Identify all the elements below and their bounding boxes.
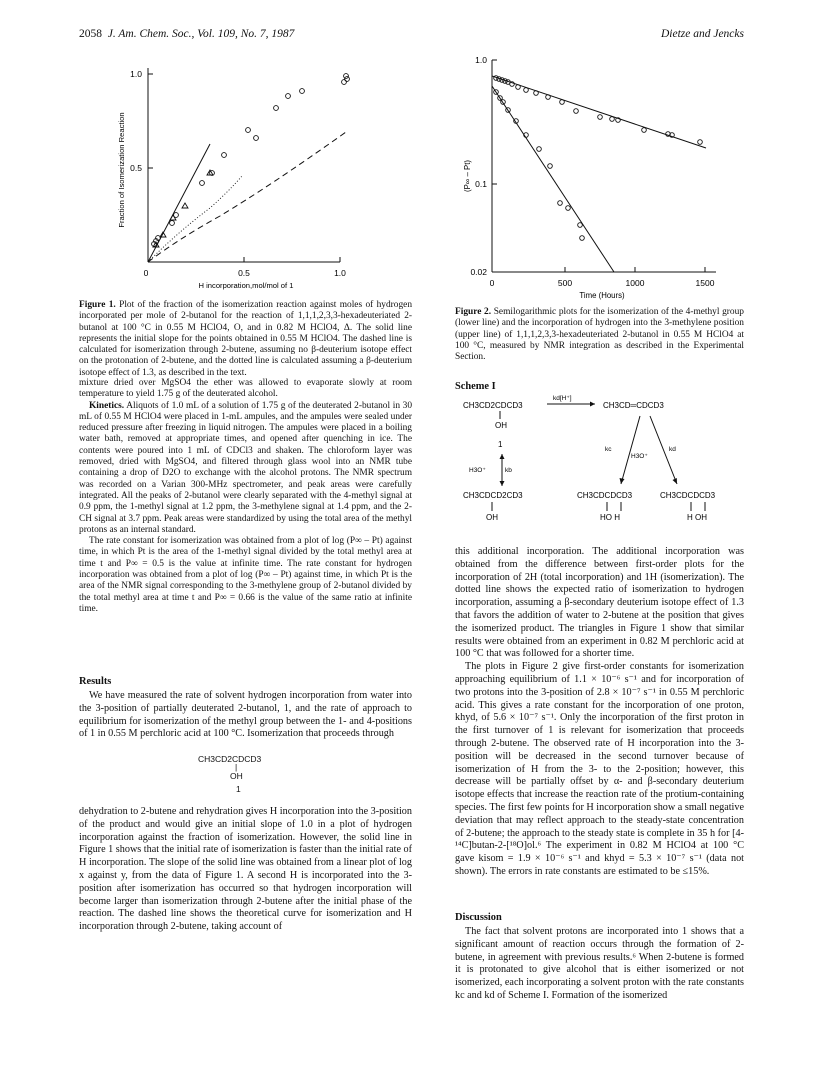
y-tick-01: 0.1	[475, 179, 487, 189]
structure-1-formula: CH3CD2CDCD3	[198, 754, 262, 764]
x-tick-05: 0.5	[238, 268, 250, 278]
paragraph: mixture dried over MgSO4 the ether was allowed to evaporate slowly at room temperature to yield 1.75 g of the deuterated alcohol.	[79, 378, 412, 400]
y-tick-05: 0.5	[130, 163, 142, 173]
circle-points	[152, 74, 350, 247]
scheme-product-mid-sub: HO H	[600, 513, 620, 522]
discussion-paragraph	[455, 926, 744, 1003]
scheme-product-left-oh: OH	[486, 513, 498, 522]
structure-1-oh: OH	[230, 771, 243, 781]
paragraph: The rate constant for isomerization was obtained from a plot of log (P∞ – Pt) against time, in which Pt is the area of the 1-methyl signal divided by the total methyl area at time t and P∞ = 0.5 is the value at infinite time. The rate constant for hydrogen incorporation was obtained from a plot of log (P∞ – Pt) against time, in which Pt is the area of the NMR signal corresponding to the 3-methylene group of 2-butanol divided by the total methyl area at time t and P∞ = 0.66 is the value of the same ratio at infinite time.	[79, 536, 412, 614]
results-paragraph	[79, 690, 412, 741]
page-number: 2058	[79, 28, 102, 40]
lower-series-points	[494, 90, 585, 241]
journal-citation: J. Am. Chem. Soc., Vol. 109, No. 7, 1987	[107, 28, 295, 40]
scheme-product-left: CH3CDCD2CD3	[463, 491, 523, 500]
figure2-y-label: (P∞ – Pt)	[463, 160, 472, 192]
paragraph: this additional incorporation. The additional incorporation was obtained from the difference between first-order plots for the incorporation of 2H (total incorporation) and 1H (isomerization). The dotted line shows the expected ratio of isomerization to hydrogen incorporation, assuming a β-secondary deuterium isotope effect of 1.3 that favors the addition of water to 2-butene at the position that gives the isomerized product. The triangles in Figure 1 show that similar results were obtained from an experiment in 0.82 M perchloric acid at 100 °C that was followed for a shorter time.	[455, 546, 744, 660]
scheme-product-mid: CH3CDCDCD3	[577, 491, 633, 500]
discussion-heading: Discussion	[455, 912, 502, 923]
scheme-oh: OH	[495, 421, 507, 430]
paragraph: We have measured the rate of solvent hydrogen incorporation from water into the 3-position of partially deuterated 2-butanol, 1, and the rate of approach to equilibrium for isomerization of the methyl group between the 1- and 4-positions of 1 in 0.55 M perchloric acid at 100 °C. Isomerization that proceeds through	[79, 690, 412, 740]
scheme-num: 1	[498, 440, 503, 449]
structure-1: CH3CD2CDCD3 | OH 1	[198, 754, 262, 794]
figure-2-label: Figure 2.	[455, 307, 492, 317]
scheme-product-right-sub: H OH	[687, 513, 707, 522]
scheme-kc: kc	[605, 446, 612, 453]
scheme-h3o-right: H3O⁺	[631, 453, 648, 460]
figure-1-caption	[79, 300, 412, 379]
structure-1-number: 1	[236, 784, 241, 794]
left-column	[79, 378, 412, 615]
figure-2-plot	[440, 48, 740, 306]
scheme-1	[455, 394, 745, 534]
upper-series-points	[494, 76, 703, 145]
results-heading: Results	[79, 676, 112, 687]
scheme-product-right: CH3CDCDCD3	[660, 491, 716, 500]
scheme-arrow-label: kd[H⁺]	[553, 395, 572, 402]
scheme-kb: kb	[505, 467, 512, 474]
x-tick-1500: 1500	[695, 278, 715, 288]
scheme-h3o-left: H3O⁺	[469, 467, 486, 474]
kinetics-heading: Kinetics.	[89, 400, 125, 411]
y-tick-1: 1.0	[130, 69, 142, 79]
scheme-kd: kd	[669, 446, 676, 453]
kinetics-text: Aliquots of 1.0 mL of a solution of 1.75 g of the deuterated 2-butanol in 30 mL of 0.55 M HClO4 were placed in 1-mL ampules, and the ampules were sealed under reduced pressure after freezing in liquid nitrogen. The ampules were placed in a boiling water bath, removed at appropriate times, and opened after quenching in ice. The contents were poured into 1 mL of CDCl3 and shaken. The chloroform layer was removed, dried with MgSO4, and filtered through glass wool into an NMR tube containing a drop of D2O to exchange with the alcohol protons. The NMR spectrum was recorded on a Varian 300-MHz spectrometer, and peak areas were carefully integrated. All the peaks of 2-butanol were clearly separated with the 4-methyl signal at 0.9 ppm, the 1-methyl signal at 1.2 ppm, the 3-methylene signal at 1.4 ppm, and the 2-CH signal at 3.7 ppm. Peak areas were standardized by using the total area of the methyl protons as an internal standard.	[79, 400, 413, 535]
figure2-x-label: Time (Hours)	[579, 291, 625, 300]
scheme-alkene: CH3CD═CDCD3	[603, 401, 664, 410]
figure-1-caption-text: Plot of the fraction of the isomerization reaction against moles of hydrogen incorporated per mole of 2-butanol for the reaction of 1,1,1,2,3,3-hexadeuteriated 2-butanol at 100 °C in 0.55 M HClO4, O, and in 0.82 M HClO4, Δ. The solid line represents the initial slope for the points obtained in 0.55 M HClO4. The dashed line is calculated for isomerization through 2-butene, assuming no β-deuterium isotope effect on the protonation of 2-butene, and the dotted line is calculated assuming a β-deuterium isotope effect of 1.3, as described in the text.	[79, 300, 413, 378]
paragraph: The fact that solvent protons are incorporated into 1 shows that a significant amount of reaction occurs through the formation of 2-butene, in agreement with previous results.⁶ When 2-butene is formed it is protonated to give alcohol that is either isomerized or not isomerized, each incorporating a solvent proton with the rate constants kc and kd of Scheme I. Formation of the isomerized	[455, 926, 744, 1001]
y-tick-1: 1.0	[475, 55, 487, 65]
authors: Dietze and Jencks	[660, 28, 744, 40]
y-tick-0: 0	[143, 268, 149, 278]
x-tick-1: 1.0	[334, 268, 346, 278]
figure1-y-label: Fraction of Isomerization Reaction	[117, 112, 126, 228]
y-tick-002: 0.02	[470, 267, 487, 277]
figure-2-caption-text: Semilogarithmic plots for the isomerization of the 4-methyl group (lower line) and the incorporation of hydrogen into the 3-methylene position (upper line) of 1,1,1,2,3,3-hexadeuteriated 2-butanol in 0.55 M HClO4 at 100 °C, measured by NMR integration as described in the Experimental Section.	[455, 307, 744, 363]
paragraph: dehydration to 2-butene and rehydration gives H incorporation into the 3-position of the product and would give an initial slope of 1.0 in a plot of hydrogen incorporation against the fraction of isomerization. However, the solid line in Figure 1 shows that the initial rate of isomerization is faster than the initial rate of H incorporation. The slope of the solid line was obtained from a linear plot of log x against y, from the data of Figure 1. A second H is incorporated into the 3-position after isomerization has occurred so that hydrogen incorporation will become larger than isomerization through 2-butene after the initial phase of the reaction. The dashed line shows the theoretical curve for isomerization and H incorporation through 2-butene, taking account of	[79, 806, 412, 933]
x-tick-0: 0	[489, 278, 495, 288]
figure-1-label: Figure 1.	[79, 300, 116, 310]
kinetics-paragraph	[79, 401, 412, 537]
results-paragraph-2	[79, 806, 412, 934]
paragraph: The plots in Figure 2 give first-order constants for isomerization approaching equilibrium of 1.1 × 10⁻⁶ s⁻¹ and for incorporation of two protons into the 3-position of 2.8 × 10⁻⁷ s⁻¹ in 0.55 M perchloric acid. This gives a rate constant for the incorporation of one proton, khyd, of 5.6 × 10⁻⁷ s⁻¹. Only the incorporation of the first proton in the first turnover of 1 is relevant for isomerization that proceeds through 2-butene. The observed rate of H incorporation into the 3-position will be decreased in the second turnover because of isomerization of H from the 3- to the 2-position; however, this decrease will be partially offset by α- and β-secondary deuterium isotope effects that increase the reaction rate of the protium-containing species. The first few points for H incorporation show a small negative deviation that may reflect approach to the steady-state concentration of 2-butene; the approach to the steady state is complete in 35 h for [4-¹⁴C]butan-2-[¹⁸O]ol.⁶ The experiment in 0.82 M HClO4 at 100 °C gave kisom = 1.9 × 10⁻⁶ s⁻¹ and khyd = 5.3 × 10⁻⁷ s⁻¹ (data not shown). The errors in rate constants are estimated to be ≤15%.	[455, 661, 744, 877]
scheme-reactant: CH3CD2CDCD3	[463, 401, 523, 410]
figure-1-plot	[100, 48, 420, 298]
figure-2-caption	[455, 307, 744, 363]
x-tick-1000: 1000	[625, 278, 645, 288]
right-column	[455, 546, 744, 879]
x-tick-500: 500	[557, 278, 573, 288]
figure1-x-label: H incorporation,mol/mol of 1	[198, 281, 294, 290]
scheme-title: Scheme I	[455, 381, 496, 392]
running-header-authors	[0, 28, 744, 40]
